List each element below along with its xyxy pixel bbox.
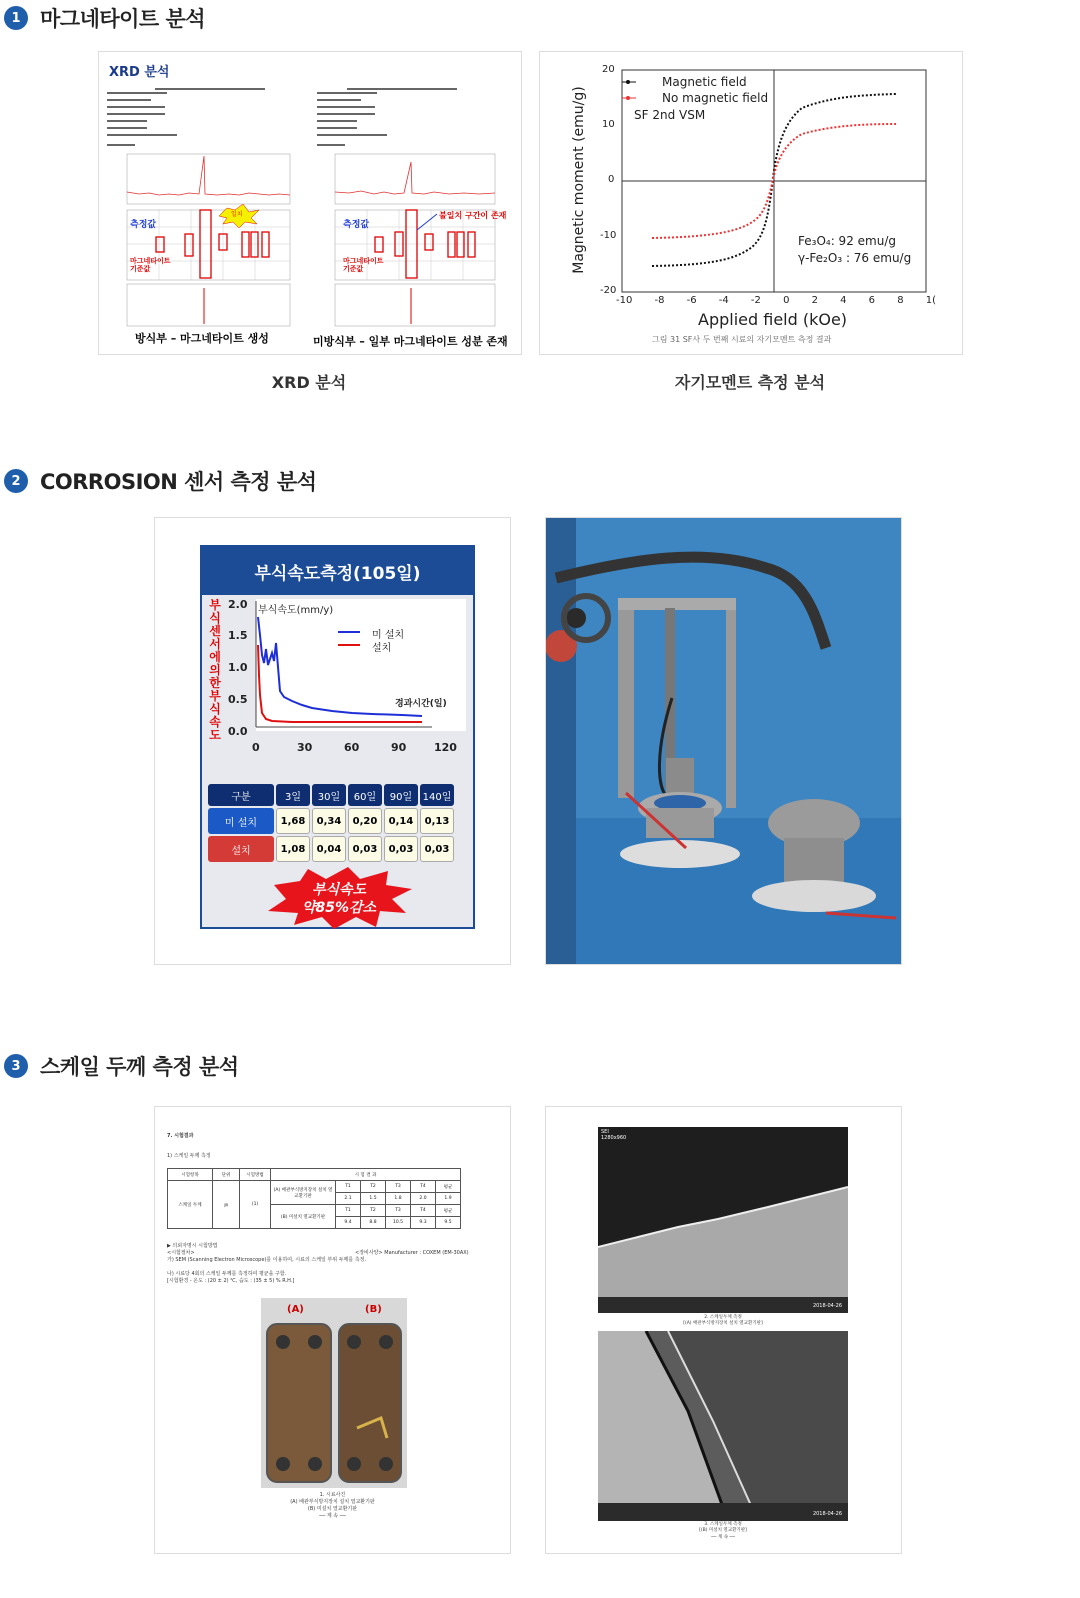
mag-xtick: -4 <box>718 295 729 306</box>
burst-text-1: 부식속도 <box>311 882 367 898</box>
mag-xtick: 8 <box>897 295 904 306</box>
mag-legend-c: SF 2nd VSM <box>634 108 706 122</box>
table-cell: T1 <box>336 1181 361 1193</box>
table-cell: ㎛ <box>213 1181 240 1229</box>
table-header-cell: 140일 <box>420 784 454 806</box>
sensor-photo <box>545 517 902 965</box>
table-header-cell: 구분 <box>208 784 274 806</box>
table-cell: 1.5 <box>361 1193 386 1205</box>
table-cell: 0,03 <box>420 836 454 862</box>
table-cell: 9.3 <box>411 1217 436 1229</box>
table-cell: (A) 배관부식방지장치 설치 열교환기판 <box>271 1181 336 1205</box>
table-cell: T1 <box>336 1205 361 1217</box>
sensor-photo-art <box>546 518 901 964</box>
section-title: 스케일 두께 측정 분석 <box>40 1055 239 1079</box>
mag-ytick: -20 <box>600 285 617 296</box>
doc-note-4: 나) 시료당 4회의 스케일 두께를 측정하여 평균을 구함. <box>167 1271 287 1277</box>
table-cell: 스케일 두께 <box>168 1181 213 1229</box>
sem-image-b <box>598 1331 848 1521</box>
table-header-row <box>208 784 454 806</box>
table-header-cell: 시 험 결 과 <box>271 1169 461 1181</box>
xrd-plots <box>99 52 521 354</box>
mag-ytick: 0 <box>608 174 615 185</box>
corrosion-ylabel: 부식속도(mm/y) <box>258 605 334 616</box>
corrosion-ytick: 2.0 <box>228 598 248 611</box>
table-header-cell: 90일 <box>384 784 418 806</box>
table-cell: 평균 <box>436 1205 461 1217</box>
section-header-3 <box>4 1051 239 1081</box>
mag-anno-1: Fe₃O₄: 92 emu/g <box>798 234 896 248</box>
table-cell: T3 <box>386 1205 411 1217</box>
table-cell: 0,34 <box>312 808 346 834</box>
sem-caption-1b: [(A) 배관부식방지장치 설치 열교환기판] <box>683 1321 763 1326</box>
mag-xtick: 4 <box>840 295 847 306</box>
corrosion-xtick: 60 <box>344 741 360 754</box>
table-cell: (1) <box>240 1181 271 1229</box>
table-cell: 평균 <box>436 1181 461 1193</box>
sem-report <box>545 1106 902 1554</box>
table-row <box>208 836 454 862</box>
corrosion-panel <box>200 545 475 929</box>
corrosion-title: 부식속도측정(105일) <box>254 564 421 584</box>
mag-xlabel: Applied field (kOe) <box>698 310 848 329</box>
row-label: 미 설치 <box>208 808 274 834</box>
corrosion-xtick: 0 <box>252 741 260 754</box>
mag-xtick: 0 <box>783 295 790 306</box>
mag-ylabel: Magnetic moment (emu/g) <box>571 86 587 274</box>
mag-xtick: 2 <box>811 295 818 306</box>
doc-subtitle: 1) 스케일 두께 측정 <box>167 1153 211 1159</box>
mag-xtick: 6 <box>868 295 876 306</box>
doc-title: 7. 시험결과 <box>167 1133 194 1139</box>
table-header-cell: 시험방법 <box>240 1169 271 1181</box>
xrd-right-ref-label: 마그네타이트 기준값 <box>343 257 384 273</box>
table-cell: 0,04 <box>312 836 346 862</box>
doc-equipment: <장비사양> Manufacturer : COXEM (EM-30AX) <box>355 1250 469 1256</box>
table-cell: 1.9 <box>436 1193 461 1205</box>
xrd-right-caption: 미방식부 – 일부 마그네타이트 성분 존재 <box>313 335 508 348</box>
corrosion-ytick: 1.5 <box>228 629 248 642</box>
mag-legend-b: No magnetic field <box>662 91 769 105</box>
sem-caption-2: 3. 스케일두께 측정 <box>704 1522 742 1527</box>
corrosion-xcaption: 경과시간(일) <box>395 699 447 709</box>
corrosion-table <box>206 782 456 864</box>
mag-xticks <box>616 295 936 306</box>
corrosion-ytick: 0.0 <box>228 725 248 738</box>
plates-photo-art <box>261 1298 407 1488</box>
table-cell: 2.1 <box>336 1193 361 1205</box>
table-cell: T4 <box>411 1181 436 1193</box>
photo-label-a: (A) <box>287 1304 304 1315</box>
section-number: 3 <box>4 1054 28 1078</box>
sem-caption-2b: [(B) 미설치 열교환기판] <box>699 1528 747 1533</box>
xrd-figure <box>98 51 522 355</box>
table-cell: 1,08 <box>276 836 310 862</box>
xrd-right-measure-label: 측정값 <box>343 220 370 230</box>
sem-image-a <box>598 1127 848 1313</box>
table-header-cell: 30일 <box>312 784 346 806</box>
table-cell: 1,68 <box>276 808 310 834</box>
table-header-cell: 60일 <box>348 784 382 806</box>
doc-note-3: 가) SEM (Scanning Electron Microscope)를 이용하여, 시료의 스케일 부위 두께를 측정. <box>167 1257 367 1263</box>
mag-ytick: 20 <box>602 64 615 75</box>
photo-caption-3: (B) 미설치 열교환기판 <box>307 1506 358 1512</box>
doc-note-1: ▶ 의뢰자명시 시험방법 <box>167 1243 218 1249</box>
mag-xtick: -10 <box>616 295 633 306</box>
table-header-row <box>168 1169 461 1181</box>
sem-caption-2c: ── 계 속 ── <box>711 1535 735 1540</box>
corrosion-ytick: 0.5 <box>228 693 248 706</box>
doc-note-2: <시험절차> <box>167 1250 195 1256</box>
photo-label-b: (B) <box>365 1304 382 1315</box>
table-header-cell: 시험항목 <box>168 1169 213 1181</box>
table-cell: 2.0 <box>411 1193 436 1205</box>
mag-legend-a: Magnetic field <box>662 75 747 89</box>
row-label: 설치 <box>208 836 274 862</box>
table-cell: 0,03 <box>384 836 418 862</box>
burst-text-2: 약85%감소 <box>301 900 377 916</box>
table-cell: (B) 미설치 열교환기판 <box>271 1205 336 1229</box>
sem-date-b: 2018-04-26 <box>812 1511 842 1517</box>
corrosion-xtick: 120 <box>434 741 457 754</box>
section-number: 2 <box>4 469 28 493</box>
table-cell: 1.8 <box>386 1193 411 1205</box>
table-cell: T2 <box>361 1205 386 1217</box>
mag-ytick: -10 <box>600 230 617 241</box>
doc-note-5: [시험환경 - 온도 : (20 ± 2) ℃, 습도 : (35 ± 5) % R.H.] <box>167 1278 295 1284</box>
sem-tag-a: SEI 1280x960 <box>601 1129 627 1141</box>
table-cell: 9.4 <box>336 1217 361 1229</box>
table-header-cell: 단위 <box>213 1169 240 1181</box>
xrd-left-measure-label: 측정값 <box>130 220 157 230</box>
reduction-burst <box>264 867 414 929</box>
table-cell: 10.5 <box>386 1217 411 1229</box>
table-cell: T2 <box>361 1181 386 1193</box>
scale-report <box>154 1106 511 1554</box>
xrd-title: XRD 분석 <box>109 65 170 80</box>
sem-date-a: 2018-04-26 <box>812 1303 842 1309</box>
mag-xtick: -2 <box>750 295 761 306</box>
table-header-cell: 3일 <box>276 784 310 806</box>
sem-image-a-art <box>598 1127 848 1313</box>
xrd-left-note: 일치 <box>231 211 243 218</box>
magnetic-caption: 자기모멘트 측정 분석 <box>674 373 826 392</box>
table-cell: T3 <box>386 1181 411 1193</box>
table-cell: T4 <box>411 1205 436 1217</box>
mag-xtick: 1( <box>925 295 936 306</box>
xrd-left-ref-label: 마그네타이트 기준값 <box>130 257 171 273</box>
table-cell: 8.8 <box>361 1217 386 1229</box>
sem-caption-1: 2. 스케일두께 측정 <box>704 1315 742 1320</box>
magnetic-figure <box>539 51 963 355</box>
corrosion-legend-yes: 설치 <box>372 643 392 654</box>
mag-figure-caption: 그림 31 SF사 두 번째 시료의 자기모멘트 측정 결과 <box>652 335 832 344</box>
table-row <box>168 1181 461 1193</box>
mag-xtick: -6 <box>686 295 697 306</box>
table-cell: 0,13 <box>420 808 454 834</box>
section-number: 1 <box>4 6 28 30</box>
section-title: 마그네타이트 분석 <box>40 7 206 31</box>
photo-caption-1: 1. 시료사진 <box>319 1492 346 1498</box>
photo-caption-2: (A) 배관부식방지장치 설치 열교환기판 <box>290 1499 375 1505</box>
table-row <box>208 808 454 834</box>
mag-anno-2: γ-Fe₂O₃ : 76 emu/g <box>798 251 912 265</box>
scale-table <box>167 1168 461 1229</box>
section-title: CORROSION 센서 측정 분석 <box>40 470 317 494</box>
photo-caption-4: ── 계 속 ── <box>319 1513 346 1519</box>
xrd-caption: XRD 분석 <box>271 373 347 392</box>
mag-xtick: -8 <box>654 295 665 306</box>
corrosion-xtick: 90 <box>391 741 407 754</box>
xrd-right-note: 불일치 구간이 존재 <box>439 211 507 220</box>
plates-photo <box>261 1298 407 1488</box>
mag-ytick: 10 <box>602 119 615 130</box>
table-cell: 9.5 <box>436 1217 461 1229</box>
table-cell: 0,20 <box>348 808 382 834</box>
section-header-1 <box>4 3 205 33</box>
xrd-left-caption: 방식부 – 마그네타이트 생성 <box>135 332 269 345</box>
corrosion-legend-no: 미 설치 <box>372 630 405 641</box>
corrosion-side-label: 부식센서에 의한 부식속도 <box>209 598 221 742</box>
corrosion-ytick: 1.0 <box>228 661 248 674</box>
table-cell: 0,03 <box>348 836 382 862</box>
corrosion-figure <box>154 517 511 965</box>
section-header-2 <box>4 466 316 496</box>
corrosion-xtick: 30 <box>297 741 313 754</box>
sem-image-b-art <box>598 1331 848 1521</box>
table-cell: 0,14 <box>384 808 418 834</box>
